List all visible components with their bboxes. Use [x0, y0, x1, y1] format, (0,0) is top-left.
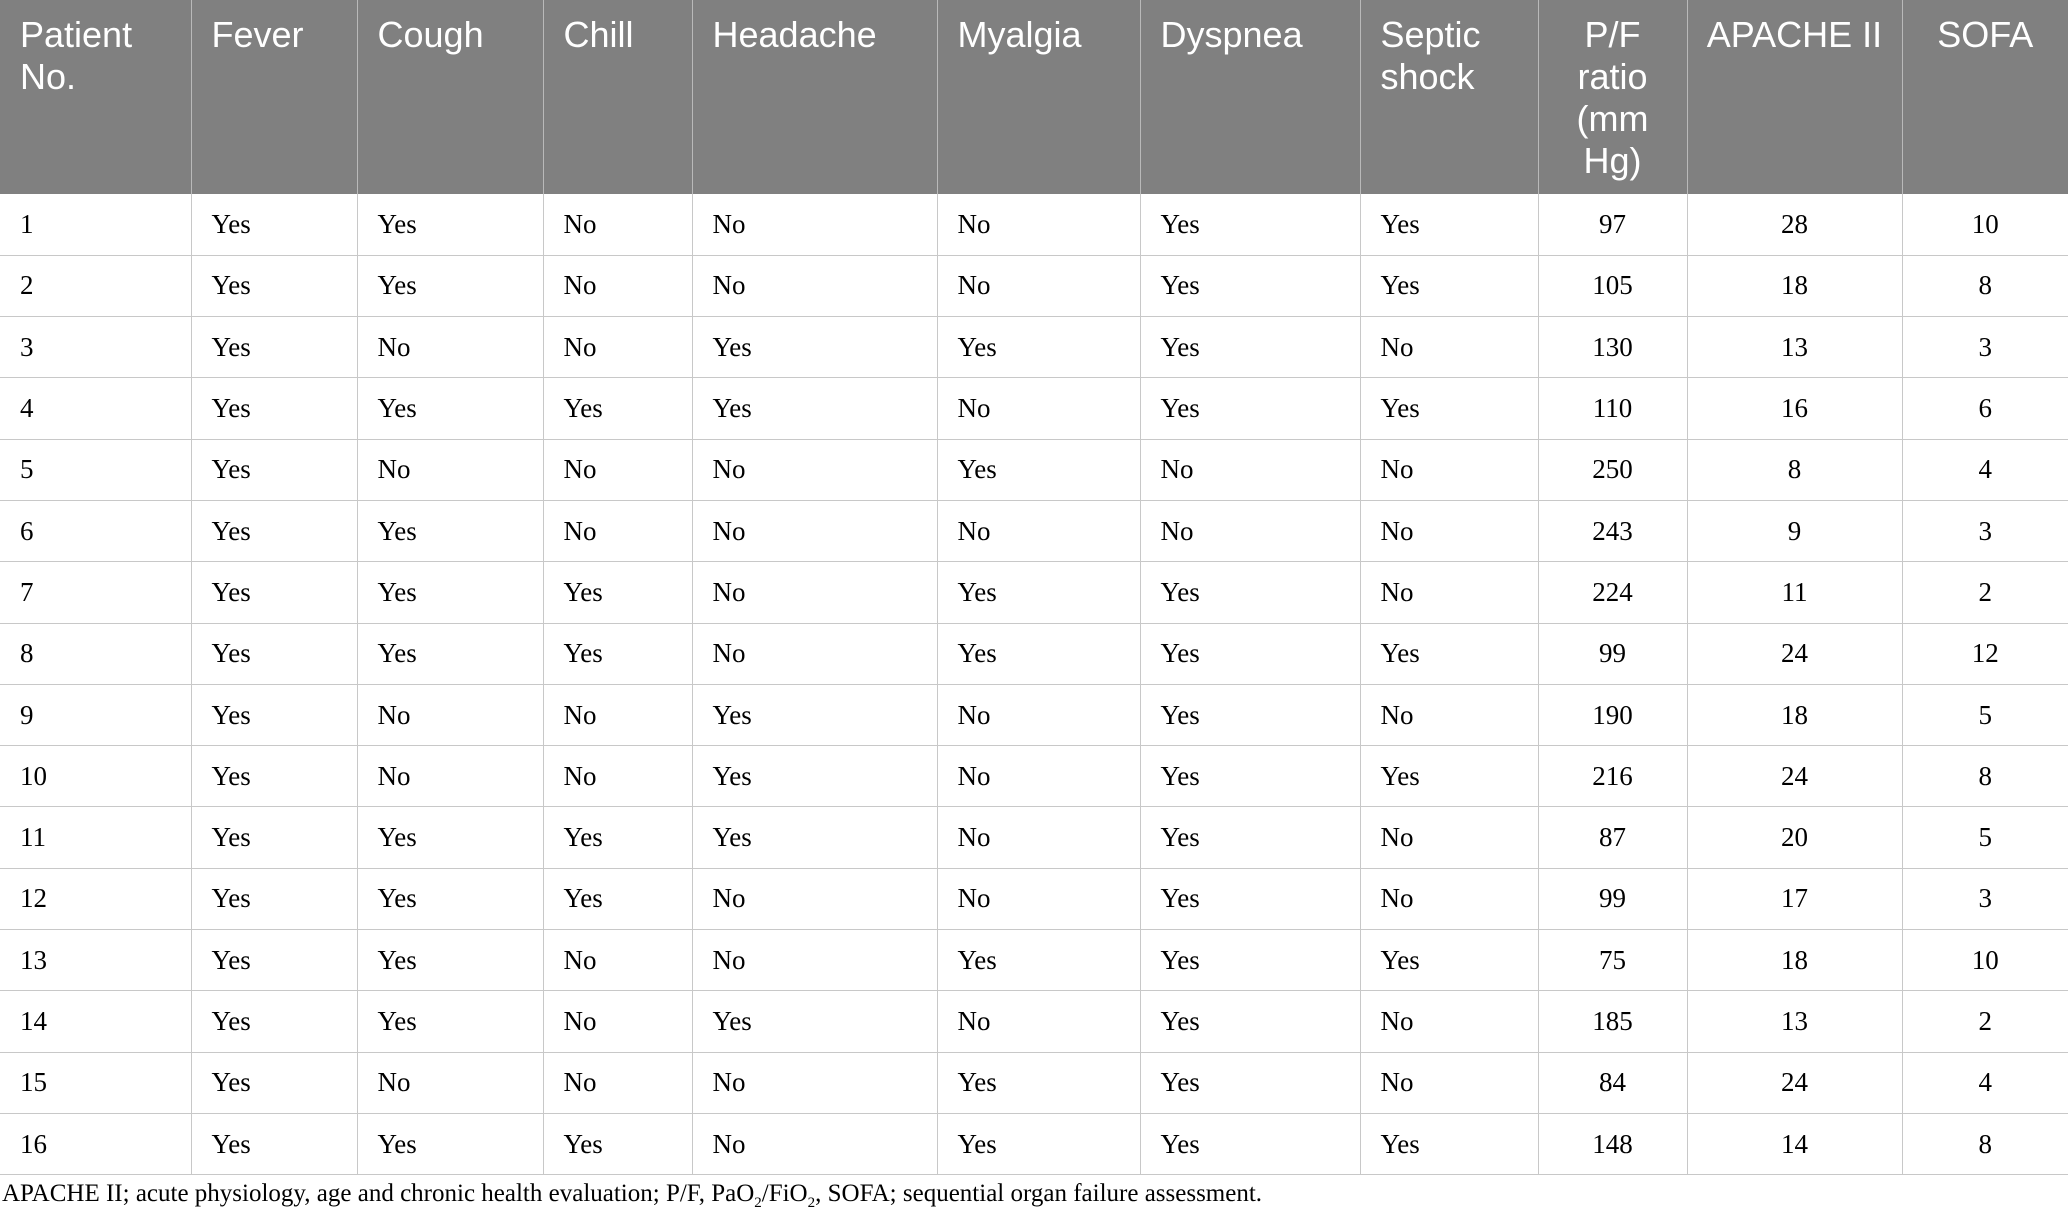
table-cell: 15 [0, 1052, 191, 1113]
table-cell: 99 [1538, 623, 1687, 684]
table-cell: Yes [692, 378, 937, 439]
table-cell: Yes [191, 868, 357, 929]
table-cell: Yes [1360, 194, 1538, 255]
table-cell: 10 [0, 746, 191, 807]
table-row [0, 746, 2068, 807]
table-cell: 18 [1687, 684, 1902, 745]
table-cell: Yes [692, 991, 937, 1052]
table-cell: 2 [1902, 991, 2068, 1052]
table-row [0, 807, 2068, 868]
table-cell: No [937, 194, 1140, 255]
table-cell: 105 [1538, 255, 1687, 316]
table-cell: 84 [1538, 1052, 1687, 1113]
table-cell: 185 [1538, 991, 1687, 1052]
table-cell: 8 [1687, 439, 1902, 500]
table-cell: 97 [1538, 194, 1687, 255]
table-cell: Yes [191, 807, 357, 868]
table-cell: No [692, 439, 937, 500]
table-cell: No [1360, 1052, 1538, 1113]
table-cell: Yes [1140, 317, 1360, 378]
table-cell: No [1360, 317, 1538, 378]
footnote-text-2: /FiO [761, 1180, 808, 1207]
table-cell: Yes [543, 562, 692, 623]
table-cell: Yes [1360, 623, 1538, 684]
table-cell: No [937, 684, 1140, 745]
table-cell: 17 [1687, 868, 1902, 929]
table-cell: Yes [543, 623, 692, 684]
table-cell: Yes [1140, 868, 1360, 929]
table-cell: Yes [357, 255, 543, 316]
table-cell: Yes [357, 868, 543, 929]
table-cell: Yes [357, 1113, 543, 1174]
table-cell: 12 [0, 868, 191, 929]
header-cell-chill: Chill [543, 0, 692, 194]
table-cell: 4 [1902, 1052, 2068, 1113]
table-cell: 216 [1538, 746, 1687, 807]
table-cell: 2 [1902, 562, 2068, 623]
table-cell: 14 [0, 991, 191, 1052]
table-cell: 4 [1902, 439, 2068, 500]
table-row [0, 562, 2068, 623]
table-cell: Yes [357, 500, 543, 561]
table-cell: Yes [1140, 255, 1360, 316]
table-cell: 6 [1902, 378, 2068, 439]
table-cell: 250 [1538, 439, 1687, 500]
table-cell: 13 [1687, 991, 1902, 1052]
table-cell: 9 [1687, 500, 1902, 561]
table-cell: 5 [0, 439, 191, 500]
table-cell: Yes [937, 1052, 1140, 1113]
table-cell: Yes [1140, 378, 1360, 439]
table-cell: Yes [357, 807, 543, 868]
table-cell: Yes [191, 562, 357, 623]
table-row [0, 439, 2068, 500]
table-cell: Yes [1140, 746, 1360, 807]
table-cell: 5 [1902, 684, 2068, 745]
table-cell: Yes [1140, 194, 1360, 255]
table-cell: Yes [1140, 1052, 1360, 1113]
table-cell: 110 [1538, 378, 1687, 439]
table-cell: No [937, 807, 1140, 868]
table-cell: 6 [0, 500, 191, 561]
table-cell: 10 [1902, 930, 2068, 991]
table-cell: 87 [1538, 807, 1687, 868]
table-cell: No [1360, 868, 1538, 929]
table-cell: 3 [1902, 500, 2068, 561]
table-cell: Yes [692, 807, 937, 868]
table-cell: 9 [0, 684, 191, 745]
table-row [0, 500, 2068, 561]
table-cell: 8 [1902, 1113, 2068, 1174]
table-cell: 24 [1687, 746, 1902, 807]
table-cell: No [692, 868, 937, 929]
table-row [0, 684, 2068, 745]
table-cell: No [937, 868, 1140, 929]
table-cell: No [937, 991, 1140, 1052]
header-cell-dyspnea: Dyspnea [1140, 0, 1360, 194]
table-cell: No [543, 194, 692, 255]
table-cell: Yes [191, 623, 357, 684]
table-footnote [2, 1180, 1262, 1212]
table-cell: No [357, 317, 543, 378]
table-row [0, 868, 2068, 929]
table-cell: 3 [0, 317, 191, 378]
table-cell: 13 [1687, 317, 1902, 378]
table-cell: No [543, 500, 692, 561]
table-cell: 13 [0, 930, 191, 991]
table-cell: Yes [543, 807, 692, 868]
table-cell: Yes [1360, 1113, 1538, 1174]
header-cell-cough: Cough [357, 0, 543, 194]
table-cell: No [937, 500, 1140, 561]
table-cell: 18 [1687, 930, 1902, 991]
footnote-subscript-2: 2 [807, 1195, 816, 1211]
table-cell: Yes [1360, 255, 1538, 316]
table-cell: No [937, 746, 1140, 807]
table-cell: Yes [1360, 746, 1538, 807]
table-cell: No [357, 439, 543, 500]
table-cell: Yes [357, 378, 543, 439]
header-row [0, 0, 2068, 194]
header-cell-sofa: SOFA [1902, 0, 2068, 194]
table-row [0, 930, 2068, 991]
table-row [0, 194, 2068, 255]
header-cell-septic-shock: Septic shock [1360, 0, 1538, 194]
table-cell: No [357, 746, 543, 807]
table-row [0, 991, 2068, 1052]
table-cell: 130 [1538, 317, 1687, 378]
table-cell: No [357, 1052, 543, 1113]
table-cell: Yes [1360, 378, 1538, 439]
table-cell: Yes [937, 317, 1140, 378]
table-cell: 5 [1902, 807, 2068, 868]
table-cell: Yes [692, 317, 937, 378]
table-cell: Yes [1140, 623, 1360, 684]
table-row [0, 378, 2068, 439]
header-cell-pf-ratio: P/F ratio (mm Hg) [1538, 0, 1687, 194]
table-cell: 190 [1538, 684, 1687, 745]
table-cell: No [543, 991, 692, 1052]
table-cell: Yes [543, 378, 692, 439]
table-cell: 16 [0, 1113, 191, 1174]
table-cell: 75 [1538, 930, 1687, 991]
table-cell: No [1360, 500, 1538, 561]
table-cell: Yes [692, 746, 937, 807]
footnote-text-1: APACHE II; acute physiology, age and chronic health evaluation; P/F, PaO [2, 1180, 755, 1207]
table-cell: No [543, 746, 692, 807]
table-cell: No [692, 623, 937, 684]
table-cell: No [692, 194, 937, 255]
table-cell: No [1140, 439, 1360, 500]
table-cell: Yes [191, 317, 357, 378]
table-header [0, 0, 2068, 194]
table-cell: Yes [937, 439, 1140, 500]
table-cell: Yes [191, 500, 357, 561]
table-cell: Yes [937, 930, 1140, 991]
table-cell: Yes [1140, 684, 1360, 745]
table-cell: 16 [1687, 378, 1902, 439]
table-cell: No [1360, 807, 1538, 868]
table-row [0, 623, 2068, 684]
table-cell: Yes [1140, 991, 1360, 1052]
table-cell: 148 [1538, 1113, 1687, 1174]
header-cell-patient-no: Patient No. [20, 14, 133, 97]
table-cell: 8 [1902, 746, 2068, 807]
table-cell: No [937, 378, 1140, 439]
table-cell: 243 [1538, 500, 1687, 561]
table-cell: No [543, 930, 692, 991]
table-cell: No [692, 930, 937, 991]
table-cell: No [1360, 562, 1538, 623]
table-cell: Yes [191, 1052, 357, 1113]
table-cell: No [692, 1113, 937, 1174]
table-cell: No [692, 562, 937, 623]
table-cell: Yes [1360, 930, 1538, 991]
header-cell-myalgia: Myalgia [937, 0, 1140, 194]
table-cell: No [543, 439, 692, 500]
table-body [0, 194, 2068, 1175]
table-cell: 24 [1687, 623, 1902, 684]
table-cell: 10 [1902, 194, 2068, 255]
table-cell: No [1360, 684, 1538, 745]
footnote-text-3: , SOFA; sequential organ failure assessment. [815, 1180, 1263, 1207]
table-row [0, 1113, 2068, 1174]
table-cell: No [543, 684, 692, 745]
table-cell: Yes [543, 1113, 692, 1174]
table-cell: No [1140, 500, 1360, 561]
table-row [0, 317, 2068, 378]
table-cell: 24 [1687, 1052, 1902, 1113]
header-cell-apache-ii: APACHE II [1687, 0, 1902, 194]
table-cell: Yes [937, 1113, 1140, 1174]
table-cell: 11 [1687, 562, 1902, 623]
table-cell: No [692, 1052, 937, 1113]
table-cell: 18 [1687, 255, 1902, 316]
table-cell: Yes [191, 194, 357, 255]
table-cell: Yes [357, 194, 543, 255]
table-cell: 12 [1902, 623, 2068, 684]
table-cell: No [1360, 439, 1538, 500]
table-cell: Yes [191, 684, 357, 745]
table-cell: Yes [543, 868, 692, 929]
table-cell: 3 [1902, 868, 2068, 929]
table-cell: Yes [937, 562, 1140, 623]
table-cell: 4 [0, 378, 191, 439]
table-cell: 8 [1902, 255, 2068, 316]
table-cell: 7 [0, 562, 191, 623]
table-cell: Yes [191, 1113, 357, 1174]
table-cell: Yes [191, 439, 357, 500]
table-row [0, 255, 2068, 316]
table-cell: Yes [357, 562, 543, 623]
table-cell: Yes [357, 991, 543, 1052]
table-cell: Yes [191, 991, 357, 1052]
table-cell: No [692, 500, 937, 561]
table-cell: 224 [1538, 562, 1687, 623]
footnote-subscript-1: 2 [754, 1195, 762, 1211]
table-cell: 28 [1687, 194, 1902, 255]
header-cell-headache: Headache [692, 0, 937, 194]
table-cell: 2 [0, 255, 191, 316]
table-cell: Yes [357, 930, 543, 991]
table-cell: Yes [191, 746, 357, 807]
table-row [0, 1052, 2068, 1113]
table-cell: Yes [1140, 930, 1360, 991]
table-cell: Yes [1140, 807, 1360, 868]
table-cell: No [1360, 991, 1538, 1052]
table-cell: Yes [692, 684, 937, 745]
table-cell: 11 [0, 807, 191, 868]
table-cell: No [543, 317, 692, 378]
table-cell: Yes [191, 255, 357, 316]
table-cell: Yes [191, 930, 357, 991]
table-cell: 99 [1538, 868, 1687, 929]
table-cell: No [543, 1052, 692, 1113]
table-cell: Yes [1140, 562, 1360, 623]
table-cell: 1 [0, 194, 191, 255]
table-cell: Yes [1140, 1113, 1360, 1174]
table-cell: 3 [1902, 317, 2068, 378]
table-cell: No [692, 255, 937, 316]
table-cell: No [937, 255, 1140, 316]
table-cell: Yes [191, 378, 357, 439]
table-cell: Yes [937, 623, 1140, 684]
table-cell: No [357, 684, 543, 745]
header-cell-fever: Fever [191, 0, 357, 194]
table-cell: 14 [1687, 1113, 1902, 1174]
table-cell: 8 [0, 623, 191, 684]
table-cell: Yes [357, 623, 543, 684]
table-cell: No [543, 255, 692, 316]
table-cell: 20 [1687, 807, 1902, 868]
